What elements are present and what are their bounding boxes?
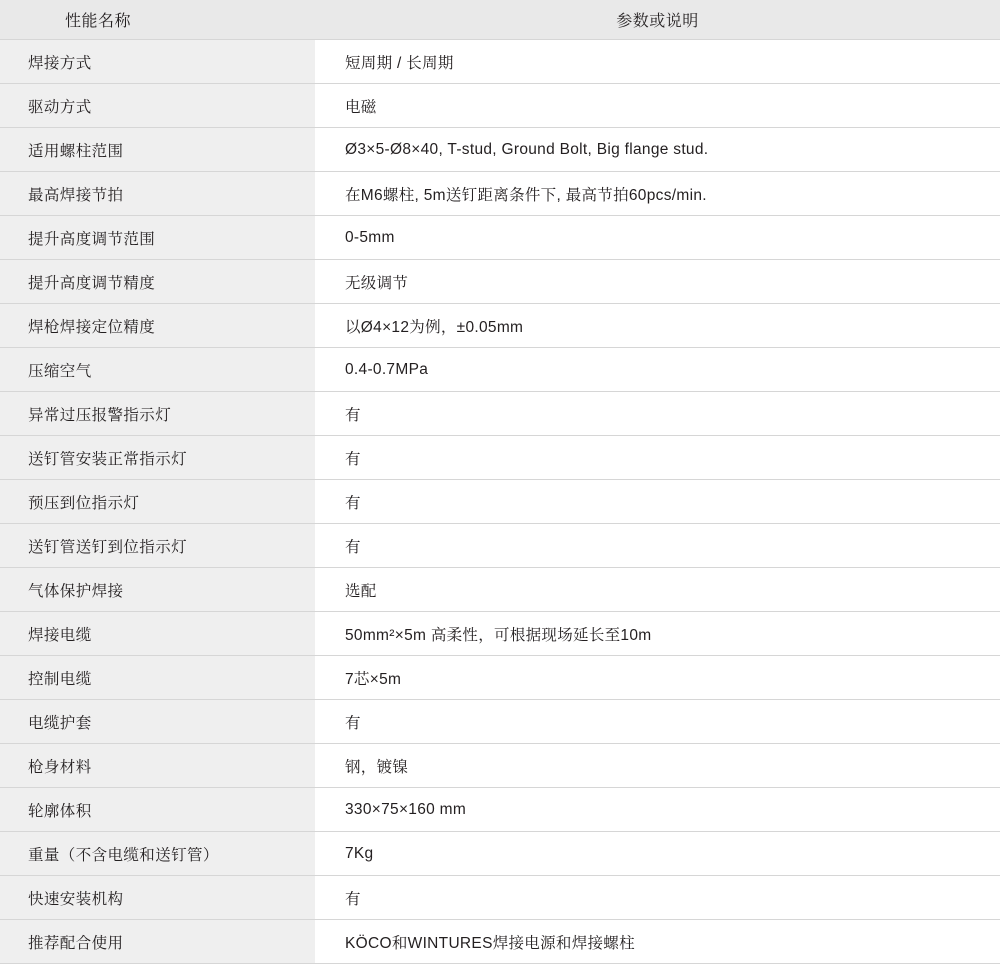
spec-value-cell: Ø3×5-Ø8×40, T-stud, Ground Bolt, Big flange stud. [315,128,1000,172]
table-row [0,876,1000,920]
spec-value-cell: 短周期 / 长周期 [315,40,1000,84]
spec-value-cell: 有 [315,436,1000,480]
spec-value-cell: 以Ø4×12为例，±0.05mm [315,304,1000,348]
spec-value-cell: KÖCO和WINTURES焊接电源和焊接螺柱 [315,920,1000,964]
spec-name-cell: 提升高度调节范围 [0,216,315,260]
spec-name-cell: 异常过压报警指示灯 [0,392,315,436]
table-row [0,128,1000,172]
spec-value-cell: 有 [315,480,1000,524]
spec-value-cell: 有 [315,700,1000,744]
spec-name-cell: 焊枪焊接定位精度 [0,304,315,348]
table-row [0,436,1000,480]
table-row [0,788,1000,832]
table-row [0,260,1000,304]
spec-value-cell: 钢，镀镍 [315,744,1000,788]
spec-name-cell: 焊接方式 [0,40,315,84]
table-row [0,700,1000,744]
spec-name-cell: 气体保护焊接 [0,568,315,612]
table-row [0,568,1000,612]
spec-name-cell: 枪身材料 [0,744,315,788]
table-row [0,40,1000,84]
column-header-value: 参数或说明 [315,0,1000,40]
table-row [0,348,1000,392]
spec-value-cell: 有 [315,392,1000,436]
spec-value-cell: 在M6螺柱, 5m送钉距离条件下, 最高节拍60pcs/min. [315,172,1000,216]
table-row [0,392,1000,436]
spec-value-cell: 有 [315,524,1000,568]
table-row [0,656,1000,700]
table-row [0,612,1000,656]
spec-name-cell: 重量（不含电缆和送钉管） [0,832,315,876]
spec-name-cell: 送钉管送钉到位指示灯 [0,524,315,568]
spec-name-cell: 预压到位指示灯 [0,480,315,524]
spec-value-cell: 无级调节 [315,260,1000,304]
spec-value-cell: 选配 [315,568,1000,612]
spec-name-cell: 提升高度调节精度 [0,260,315,304]
column-header-name: 性能名称 [0,0,315,40]
spec-value-cell: 0-5mm [315,216,1000,260]
spec-name-cell: 驱动方式 [0,84,315,128]
table-header [0,0,1000,40]
table-header-row [0,0,1000,40]
spec-value-cell: 有 [315,876,1000,920]
spec-name-cell: 送钉管安装正常指示灯 [0,436,315,480]
spec-name-cell: 控制电缆 [0,656,315,700]
spec-value-cell: 电磁 [315,84,1000,128]
table-row [0,216,1000,260]
table-row [0,480,1000,524]
table-row [0,172,1000,216]
spec-value-cell: 7Kg [315,832,1000,876]
spec-name-cell: 轮廓体积 [0,788,315,832]
spec-name-cell: 快速安装机构 [0,876,315,920]
spec-name-cell: 推荐配合使用 [0,920,315,964]
spec-name-cell: 压缩空气 [0,348,315,392]
table-body [0,40,1000,964]
spec-name-cell: 电缆护套 [0,700,315,744]
spec-name-cell: 焊接电缆 [0,612,315,656]
table-row [0,744,1000,788]
table-row [0,832,1000,876]
spec-value-cell: 7芯×5m [315,656,1000,700]
spec-name-cell: 适用螺柱范围 [0,128,315,172]
table-row [0,524,1000,568]
spec-value-cell: 0.4-0.7MPa [315,348,1000,392]
table-row [0,304,1000,348]
spec-value-cell: 50mm²×5m 高柔性，可根据现场延长至10m [315,612,1000,656]
spec-value-cell: 330×75×160 mm [315,788,1000,832]
spec-name-cell: 最高焊接节拍 [0,172,315,216]
table-row [0,920,1000,964]
table-row [0,84,1000,128]
